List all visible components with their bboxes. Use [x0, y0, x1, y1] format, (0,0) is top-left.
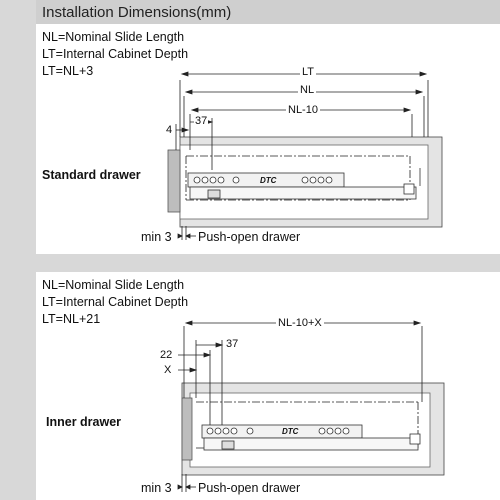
- inner-legend-line-1: NL=Nominal Slide Length: [42, 278, 185, 292]
- standard-dim-4: 4: [166, 124, 173, 136]
- inner-dim-nl-10-x: NL-10+X: [278, 317, 322, 329]
- inner-legend-line-2: LT=Internal Cabinet Depth: [42, 295, 189, 309]
- standard-dim-lt: LT: [302, 66, 315, 78]
- standard-legend-line-3: LT=NL+3: [42, 64, 94, 78]
- inner-min-3: min 3: [141, 481, 172, 495]
- inner-legend-line-3: LT=NL+21: [42, 312, 101, 326]
- inner-dim-22: 22: [160, 349, 173, 361]
- standard-dim-nl-10: NL-10: [288, 104, 318, 116]
- inner-dim-37: 37: [226, 338, 239, 350]
- standard-min-3: min 3: [141, 230, 172, 244]
- page-title: Installation Dimensions(mm): [42, 4, 232, 21]
- standard-legend-line-1: NL=Nominal Slide Length: [42, 30, 185, 44]
- inner-drawer-label: Inner drawer: [46, 415, 122, 429]
- standard-push-open-label: Push-open drawer: [198, 230, 301, 244]
- standard-brand-logo: DTC: [260, 176, 277, 185]
- inner-slide-rail-lower: [204, 438, 418, 450]
- standard-dim-37: 37: [195, 115, 208, 127]
- standard-dim-nl: NL: [300, 84, 315, 96]
- inner-dim-x: X: [164, 364, 172, 376]
- standard-legend-line-2: LT=Internal Cabinet Depth: [42, 47, 189, 61]
- inner-push-open-label: Push-open drawer: [198, 481, 301, 495]
- inner-brand-logo: DTC: [282, 427, 299, 436]
- inner-front-panel: [182, 398, 192, 460]
- standard-drawer-label: Standard drawer: [42, 168, 141, 182]
